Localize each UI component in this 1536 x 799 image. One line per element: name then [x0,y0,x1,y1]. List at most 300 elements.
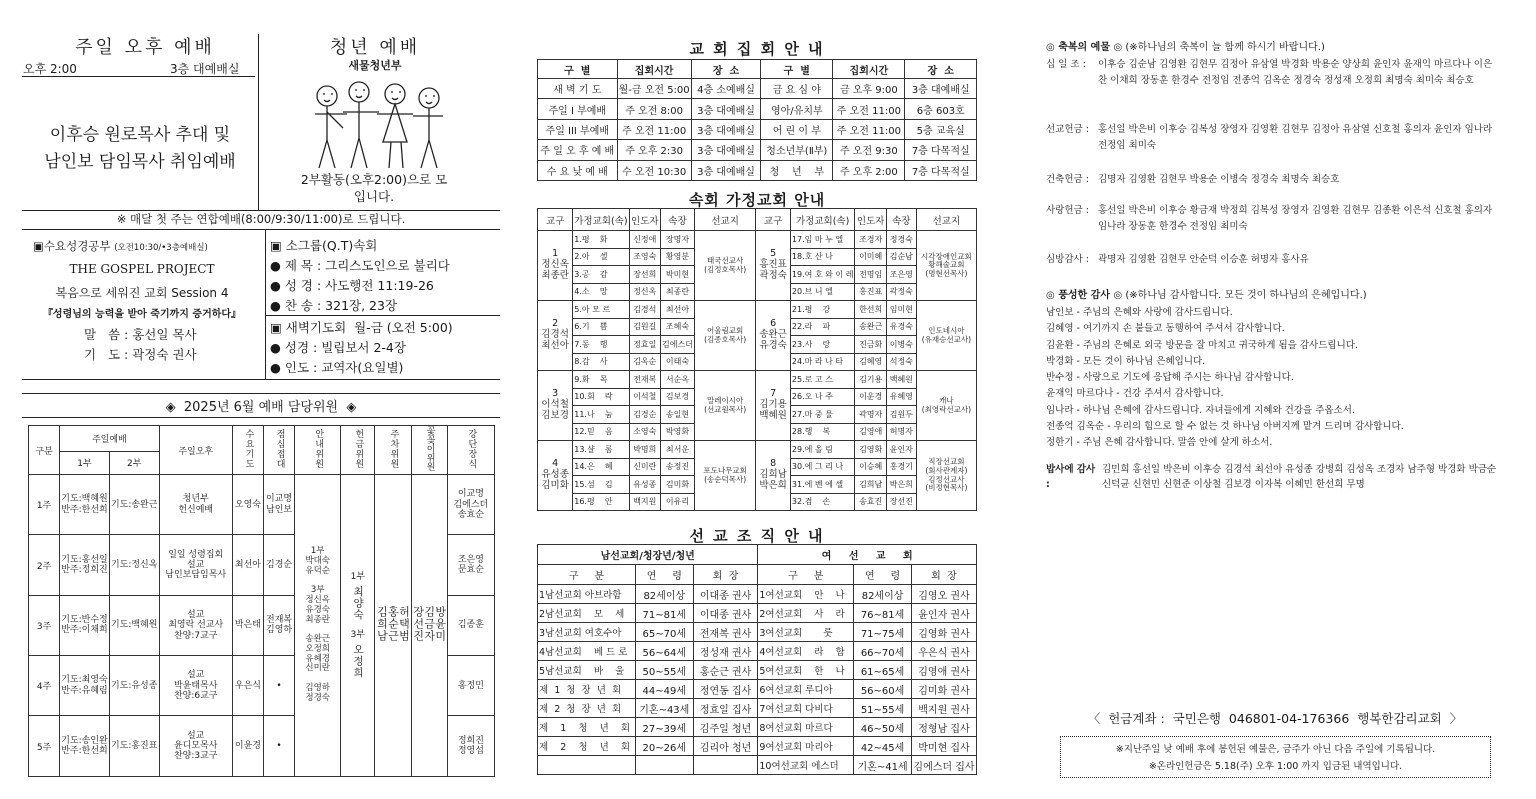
duty-b1: 기도:홍선일 반주:정희진 [60,535,110,595]
cells-cell: 김경석 [629,301,660,319]
gathering-cell: 어 린 이 부 [761,119,833,139]
mission-cell: 김리아 청년 [693,737,758,756]
duty-b1: 기도:최영숙 반주:유혜림 [60,656,110,716]
mission-row [538,661,977,680]
duty-stage: 조은영 문효순 [447,535,494,595]
cells-cell: 진금화 [855,336,886,354]
offering-item [1046,203,1501,235]
cells-cell: 이석철 [629,388,660,406]
cells-col-head: 속장 [661,209,695,231]
mission-cell: 6여선교회 루디아 [758,680,854,699]
cells-title: 속회 가정교회 안내 [688,191,826,209]
cells-cell: 6.기 쁨 [573,318,629,336]
gathering-col-head: 구 별 [538,60,618,79]
cells-cell: 송효진 [855,493,886,511]
mission-cell: 기혼~41세 [854,756,912,775]
h-b2: 2부 [109,451,159,474]
cells-cell: 김희남 [855,476,886,494]
cells-cell: 곽정숙 [886,283,916,301]
cells-cell: 한선희 [855,301,886,319]
cells-cell: 최종란 [661,283,695,301]
cells-cell: 김보경 [661,388,695,406]
wed-l4: 말 씀 : 홍선일 목사 [84,327,197,342]
cells-cell: 13.샬 롬 [573,441,629,459]
thanks-line: 임나라 - 하나님 은혜에 감사드립니다. 자녀들에게 지혜와 건강을 주옵소서. [1046,404,1355,416]
blessing-head [1046,38,1325,53]
mission-cell: 김에스더 집사 [911,756,976,775]
cells-cell: 7.동 행 [573,336,629,354]
gathering-cell: 7층 다목적실 [905,160,977,180]
duty-b2: 기도:유성종 [109,656,159,716]
headline-2: 남인보 담임목사 취임예배 [44,152,236,172]
mission-col-head: 연 령 [635,565,693,585]
gathering-cell: 월-금 오전 5:00 [617,79,691,99]
cells-cell: 송일현 [661,406,695,424]
mission-cell: 27~39세 [635,718,693,737]
cells-cell: 유성종 [629,476,660,494]
mission-cell: 박미현 집사 [911,737,976,756]
cells-cell: 석정숙 [886,353,916,371]
cells-cell: 조혜숙 [661,318,695,336]
cells-cell: 허명자 [886,423,916,441]
cells-cell: 조은영 [886,266,916,284]
cells-col-head: 가정교회(속) [790,209,855,231]
sunday-pm-title: 주일 오후 예배 [75,37,215,58]
cells-col-head: 선교지 [916,209,976,231]
h-pm: 주일오후 [159,426,232,475]
cells-cell: 소영숙 [629,423,660,441]
mission-cell: 3여선교회 룻 [758,623,854,642]
cells-row [538,371,977,389]
duty-pm: 설교 박윤태목사 찬양:6교구 [159,656,232,716]
wed-head-small: (오전10:30/•3층예배실) [114,243,208,253]
duty-wed: 박은태 [232,595,263,655]
mission-cell: 9여선교회 마리아 [758,737,854,756]
cells-cell: 최선아 [661,301,695,319]
mission-cell: 7여선교회 다비다 [758,699,854,718]
thanks-line: 김윤환 - 주님의 은혜로 외국 방문을 잘 마치고 귀국하게 됨을 감사드립니다. [1046,339,1358,351]
duty-b1: 기도:송인완 반주:한선희 [60,716,110,776]
cells-table [537,208,977,511]
gathering-cell: 청소년부(Ⅱ부) [761,140,833,160]
mission-cell: 1남선교회 아브라함 [538,585,636,604]
cells-cell: 윤인자 [886,441,916,459]
cells-cell: 전명임 [855,266,886,284]
mission-cell: 김미화 권사 [911,680,976,699]
gathering-cell: 금 요 심 야 [761,79,833,99]
notice-2: ※온라인헌금은 5.18(주) 오후 1:00 까지 입금된 내역입니다. [1148,761,1403,772]
mission-cell: 김영오 권사 [911,585,976,604]
mission-cell: 우은식 권사 [911,642,976,661]
cells-row [538,441,977,459]
cells-cell: 19.여 호 와 이 레 [790,266,855,284]
sunday-pm-place: 3층 대예배실 [170,62,240,76]
gathering-row [538,119,977,139]
cells-district-right: 5 홍진표 곽정숙 [756,231,791,301]
mission-cell: 제 2 청 년 회 [538,737,636,756]
cells-cell: 28.행 복 [790,423,855,441]
mission-row [538,699,977,718]
cells-mission-right: 시각장애인교회 황해술교회 (명현선목사) [916,231,976,301]
thanks-line: 반수정 - 사랑으로 기도에 응답해 주시는 하나님 감사합니다. [1046,372,1294,384]
duty-stage: 정희진 정영섭 [447,716,494,776]
gathering-cell: 주일 I 부예배 [538,99,618,119]
duty-an: 1부 박대숙 유덕순 3부 정신옥 유경숙 최종란 송완근 오정희 유혜경 신미란 김영하 정경숙 [295,475,341,777]
qt-i3: ● 찬 송 : 321장, 23장 [270,298,398,313]
wed-l2: 복음으로 세워진 교회 Session 4 [55,286,229,300]
gathering-row [538,140,977,160]
gathering-cell: 주 오전 8:00 [617,99,691,119]
headline-1: 이후승 원로목사 추대 및 [49,125,231,145]
mission-cell: 71~75세 [854,623,912,642]
qt-i4: ● 성경 : 빌립보서 2-4장 [270,340,406,355]
cells-cell: 조영숙 [629,248,660,266]
wed-head-text: ▣수요성경공부 [33,239,111,253]
mission-col-head: 연 령 [854,565,912,585]
mission-col-head: 구 분 [758,565,854,585]
cells-cell: 31.에 벤 에 셀 [790,476,855,494]
cells-cell: 김혜영 [855,353,886,371]
cells-district-left: 4 유성종 김미화 [538,441,573,511]
heon-item: 오정희 [352,644,365,679]
duty-jeom: • [263,656,294,716]
qt-i5: ● 인도 : 교역자(요일별) [270,360,404,375]
gathering-cell: 수 요 낮 예 배 [538,160,618,180]
cells-cell: 유혜영 [886,388,916,406]
mission-cell: 10여선교회 에스더 [758,756,854,775]
cells-cell: 이운경 [855,388,886,406]
duty-stage: 김종훈 [447,595,494,655]
mission-cell: 5여선교회 한 나 [758,661,854,680]
cells-cell: 송완근 [855,318,886,336]
h-heon: 헌금위원 [341,426,375,475]
offering-item [1046,57,1501,89]
duty-b1: 기도:반수정 반주:이채희 [60,595,110,655]
cells-cell: 1.평 화 [573,231,629,249]
mission-title: 선 교 조 직 안 내 [689,527,825,545]
offering-label: 건축헌금 : [1046,174,1089,185]
mission-cell: 61~65세 [854,661,912,680]
mission-row [538,718,977,737]
mission-cell: 제 1 청 년 회 [538,718,636,737]
cells-col-head: 교구 [538,209,573,231]
cells-cell: 김원두 [886,406,916,424]
cells-district-left: 1 정신옥 최종란 [538,231,573,301]
cells-district-right: 7 김기용 백혜원 [756,371,791,441]
gathering-cell: 5층 교육실 [905,119,977,139]
mission-head-left: 남선교회/청장년/청년 [538,545,758,565]
gathering-cell: 3층 대예배실 [905,79,977,99]
duty-pm: 설교 윤디모목사 찬양:3교구 [159,716,232,776]
cells-cell: 18.호 산 나 [790,248,855,266]
cells-row [538,231,977,249]
offering-item [1046,172,1501,188]
heon-item: 3부 [350,630,366,641]
bapsa-block [1046,462,1501,492]
ju2-item: 홍순근 [386,605,400,642]
mission-row [538,756,977,775]
duty-b2: 기도:홍진표 [109,716,159,776]
offering-label: 심방감사 : [1046,254,1089,265]
duty-week: 2주 [29,535,60,595]
duty-jeom: 이교명 남인보 [263,475,294,535]
cells-cell: 김원길 [629,318,660,336]
gathering-cell: 청 년 부 [761,160,833,180]
cells-cell: 32.겸 손 [790,493,855,511]
gathering-col-head: 집회시간 [833,60,905,79]
gathering-cell: 6층 603호 [905,99,977,119]
cells-cell: 조경자 [855,231,886,249]
cells-cell: 장선희 [629,266,660,284]
offering-names: 이후승 김순남 김영환 김현무 김정아 유삼열 박경화 박용순 양상희 윤인자 윤재익 마르다나 이은찬 이채희 장동훈 한경수 전정임 전종억 김옥순 정경숙 정성재 오정희 최명숙 최미숙 최승호 [1098,59,1493,86]
mission-cell: 기혼~43세 [635,699,693,718]
cells-cell: 17.임 마 누 엘 [790,231,855,249]
wed-l5: 기 도 : 곽정숙 권사 [84,347,197,362]
cells-mission-left: 포도나무교회 (송순덕목사) [694,441,755,511]
mission-cell: 20~26세 [635,737,693,756]
youth-illustration [303,78,453,174]
heon-item: 1부 [350,571,366,582]
offering-names: 홍선일 박은비 이후승 김복성 장영자 김영환 김현무 김정아 유삼열 신호철 홍의자 윤인자 임나라 전정임 최미숙 [1098,124,1493,151]
duty-wed: 최선아 [232,535,263,595]
h-gubun: 구분 [29,426,60,475]
thanks-line: 정한기 - 주님 은혜 감사합니다. 말씀 안에 살게 하소서. [1046,437,1273,449]
mission-cell: 46~50세 [854,718,912,737]
gathering-row [538,160,977,180]
mission-cell [538,756,636,775]
cells-cell: 박영화 [661,423,695,441]
mission-cell: 이대종 권사 [693,585,758,604]
mission-row [538,642,977,661]
thanks-line: 남인보 - 주님의 은혜와 사랑에 감사드립니다. [1046,307,1233,318]
youth-sub: 새물청년부 [348,59,402,72]
mission-cell: 82세이상 [635,585,693,604]
mission-cell: 66~70세 [854,642,912,661]
gathering-cell: 금 오후 9:00 [833,79,905,99]
offering-label: 사랑헌금 : [1046,205,1089,216]
cells-cell: 12.믿 음 [573,423,629,441]
duty-pm: 일일 성령집회 설교 남인보담임목사 [159,535,232,595]
thanks-head [1046,286,1367,301]
cells-cell: 김영애 [855,423,886,441]
cells-cell: 김에스더 [661,336,695,354]
cells-cell: 김영화 [855,441,886,459]
mission-row [538,623,977,642]
gathering-col-head: 구 별 [761,60,833,79]
gathering-cell: 새 벽 기 도 [538,79,618,99]
gathering-cell: 주 오후 2:30 [617,140,691,160]
blessing-title: ◎ 축복의 예물 ◎ [1046,42,1123,53]
mission-table [537,544,977,775]
mission-cell: 56~60세 [854,680,912,699]
thanks-note: (※하나님 감사합니다. 모든 것이 하나님의 은혜입니다.) [1125,290,1367,301]
cells-cell: 신정애 [629,231,660,249]
cells-cell: 김경순 [629,406,660,424]
cells-cell: 송정진 [661,458,695,476]
account: 〈 헌금계좌 : 국민은행 046801-04-176366 행복한감리교회 〉 [1087,711,1463,726]
cells-cell: 김옥순 [629,353,660,371]
cells-row [538,301,977,319]
gathering-cell: 주 일 오 후 예 배 [538,140,618,160]
gathering-cell: 주 오후 2:00 [833,160,905,180]
duty-jeom: 김경순 [263,535,294,595]
gathering-cell: 주 오전 11:00 [833,119,905,139]
cells-cell: 26.오 나 주 [790,388,855,406]
cells-cell: 14.은 혜 [573,458,629,476]
offering-item [1046,252,1501,268]
duty-jeom: • [263,716,294,776]
duty-week: 4주 [29,656,60,716]
mission-cell: 전재복 권사 [693,623,758,642]
cells-cell: 장명자 [661,231,695,249]
duty-row [29,475,495,535]
wed-head [33,238,208,254]
duty-heon [341,475,375,777]
mission-col-head: 구 분 [538,565,636,585]
mission-cell: 4여선교회 라 합 [758,642,854,661]
cells-cell: 29.에 올 림 [790,441,855,459]
cells-cell: 16.평 안 [573,493,629,511]
cells-col-head: 인도자 [629,209,660,231]
youth-caption: 2부활동(오후2:00)으로 모입니다. [300,172,448,204]
mission-cell: 4남선교회 베 드 로 [538,642,636,661]
mission-cell [693,756,758,775]
cells-cell: 임미현 [886,301,916,319]
cells-cell: 홍경기 [886,458,916,476]
gathering-col-head: 장 소 [905,60,977,79]
mission-cell: 51~55세 [854,699,912,718]
cells-cell: 5.아 모 르 [573,301,629,319]
cells-cell: 이미혜 [855,248,886,266]
cells-mission-left: 어울림교회 (김종호목사) [694,301,755,371]
h-ju2: 주차위원 [375,426,411,475]
cells-cell: 정신옥 [629,283,660,301]
duty-b2: 기도:백혜원 [109,595,159,655]
cells-cell: 홍진표 [855,283,886,301]
duty-flower [411,475,447,777]
gathering-col-head: 장 소 [691,60,761,79]
mission-cell: 1여선교회 안 나 [758,585,854,604]
duty-pm: 설교 최영락 선교사 찬양:7교구 [159,595,232,655]
notice-1: ※지난주일 낮 예배 후에 봉헌된 예물은, 금주가 아닌 다음 주일에 기록됩니다. [1115,744,1436,755]
mission-cell: 이대종 권사 [693,604,758,623]
gathering-col-head: 집회시간 [617,60,691,79]
cells-cell: 김기용 [855,371,886,389]
cells-cell: 15.섬 김 [573,476,629,494]
offering-names: 곽명자 김영환 김현무 안순덕 이승훈 허명자 홍사유 [1098,254,1309,265]
cells-cell: 27.마 중 물 [790,406,855,424]
thanks-line: 전종억 김옥순 - 우리의 힘으로 할 수 없는 것 하나님 아버지께 맡겨 드리며 감사합니다. [1046,421,1404,433]
bapsa-label: 밥사에 감사 : [1046,464,1096,490]
h-ju: 주일예배 [60,426,159,452]
duty-wed: 오영숙 [232,475,263,535]
cells-cell: 김미화 [661,476,695,494]
mission-cell: 50~55세 [635,661,693,680]
duty-wed: 이윤경 [232,716,263,776]
thanks-line: 김혜영 - 여기까지 손 붙들고 동행하여 주셔서 감사합니다. [1046,323,1285,335]
mission-cell: 82세이상 [854,585,912,604]
cells-cell: 이승혜 [855,458,886,476]
flower-item: 김금자 [422,605,436,642]
offering-label: 십 일 조 : [1046,59,1086,70]
ju2-item: 허택범 [397,605,411,642]
h-wed: 수요기도 [232,426,263,475]
cells-cell: 이태숙 [661,353,695,371]
gathering-row [538,79,977,99]
mission-cell: 정성재 권사 [693,642,758,661]
cells-cell: 10.회 락 [573,388,629,406]
cells-cell: 박명희 [629,441,660,459]
cells-cell: 박은희 [886,476,916,494]
cells-cell: 박미현 [661,266,695,284]
cells-cell: 전재복 [629,371,660,389]
mission-cell: 42~45세 [854,737,912,756]
mission-cell: 정연동 집사 [693,680,758,699]
h-stage: 강단장식 [447,426,494,475]
thanks-line: 윤재익 마르다나 - 건강 주셔서 감사합니다. [1046,388,1224,400]
cells-district-left: 3 이석철 김보경 [538,371,573,441]
duty-title: ◈ 2025년 6월 예배 담당위원 ◈ [165,400,357,415]
duty-stage: 홍정민 [447,656,494,716]
cells-cell: 21.평 강 [790,301,855,319]
mission-cell [635,756,693,775]
cells-col-head: 가정교회(속) [573,209,629,231]
sunday-pm-time: 오후 2:00 [23,62,77,76]
cells-mission-right: 인도네시아 (유재승선교사) [916,301,976,371]
mission-row [538,680,977,699]
wed-l3: 『성령님의 능력을 받아 죽기까지 증거하다』 [42,309,242,320]
dawn-head: ▣ 새벽기도회 월-금 (오전 5:00) [270,320,453,335]
duty-wed: 우은식 [232,656,263,716]
cells-cell: 장선진 [886,493,916,511]
cells-cell: 이병숙 [886,336,916,354]
qt-i2: ● 성 경 : 사도행전 11:19-26 [270,278,434,293]
cells-cell: 서순옥 [661,371,695,389]
mission-cell: 8여선교회 마르다 [758,718,854,737]
cells-district-right: 6 송완근 유경숙 [756,301,791,371]
wed-l1: THE GOSPEL PROJECT [69,262,215,276]
cells-cell: 9.화 목 [573,371,629,389]
gathering-cell: 3층 대예배실 [691,119,761,139]
h-an: 안내위원 [295,426,341,475]
mission-cell: 제 2 청 장 년 회 [538,699,636,718]
cells-col-head: 교구 [756,209,791,231]
duty-jeom: 전재복 김영하 [263,595,294,655]
mission-cell: 김영화 권사 [911,623,976,642]
mission-cell: 백지원 권사 [911,699,976,718]
cells-mission-right: 직장선교회 (회사관계자) 김정선교사 (비정현목사) [916,441,976,511]
cells-cell: 곽명자 [855,406,886,424]
mission-row [538,585,977,604]
cells-cell: 신미란 [629,458,660,476]
mission-cell: 제 1 청 장 년 회 [538,680,636,699]
gathering-cell: 주 오전 9:30 [833,140,905,160]
duty-week: 3주 [29,595,60,655]
cells-cell: 23.사 랑 [790,336,855,354]
mission-cell: 2남선교회 모 세 [538,604,636,623]
youth-title: 청년 예배 [329,37,421,58]
cells-cell: 11.나 눔 [573,406,629,424]
duty-week: 5주 [29,716,60,776]
cells-cell: 백혜원 [886,371,916,389]
cells-cell: 24.마 라 나 타 [790,353,855,371]
duty-week: 1주 [29,475,60,535]
offering-label: 선교헌금 : [1046,124,1089,135]
cells-district-left: 2 김경석 최선아 [538,301,573,371]
thanks-title: ◎ 풍성한 감사 ◎ [1046,290,1123,301]
mission-cell: 2여선교회 사 라 [758,604,854,623]
gathering-cell: 4층 소예배실 [691,79,761,99]
